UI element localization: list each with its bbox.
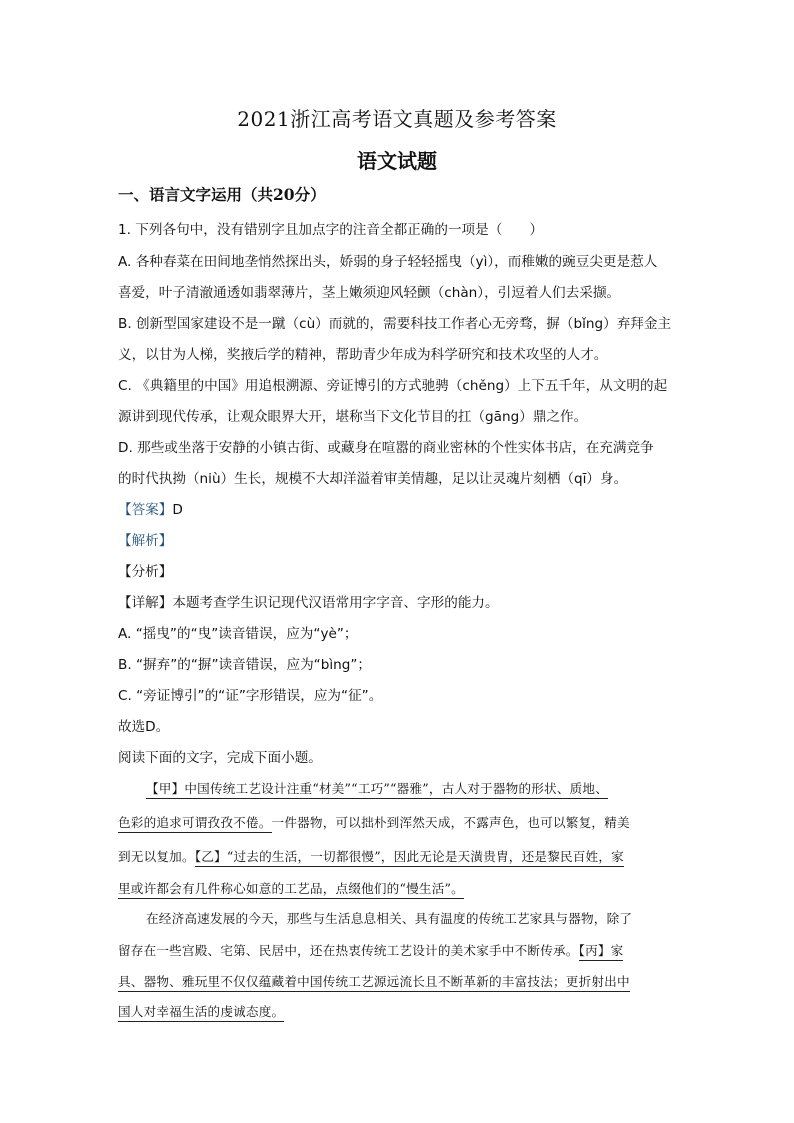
passage-p2-line-3-text: 具、器物、雅玩里不仅仅蕴藏着中国传统工艺源远流长且不断革新的丰富技法；更折射出中 bbox=[118, 974, 630, 992]
question-stem: 1. 下列各句中，没有错别字且加点字的注音全都正确的一项是（ ） bbox=[118, 222, 544, 238]
detail-tag: 【详解】 bbox=[118, 595, 173, 611]
passage-p2-line-1-text: 在经济高速发展的今天，那些与生活息息相关、具有温度的传统工艺家具与器物，除了 bbox=[146, 911, 633, 926]
passage-p1-line-1-text: 【甲】中国传统工艺设计注重“材美”“工巧”“器雅”，古人对于器物的形状、质地、 bbox=[146, 781, 608, 799]
option-d-line-1: D. 那些或坐落于安静的小镇古街、或藏身在喧嚣的商业密林的个性实体书店，在充满竞争 bbox=[118, 440, 654, 456]
passage-p1-line-2 bbox=[118, 812, 630, 831]
option-a-line-2: 喜爱，叶子清澈通透如翡翠薄片，茎上嫩须迎风轻颤（chàn），引逗着人们去采撷。 bbox=[118, 285, 621, 301]
passage-p2-line-4-text: 国人对幸福生活的虔诚态度。 bbox=[118, 1004, 284, 1022]
document-subtitle: 语文试题 bbox=[357, 149, 437, 173]
passage-p2-line-3 bbox=[118, 971, 630, 990]
passage-p2-line-1 bbox=[146, 908, 632, 927]
answer-line bbox=[118, 498, 183, 518]
analysis-tag: 【解析】 bbox=[118, 533, 173, 549]
passage-p1-line-3 bbox=[118, 846, 624, 865]
analysis-tag-line bbox=[118, 529, 172, 549]
conclusion: 故选D。 bbox=[118, 719, 170, 735]
detail-line bbox=[118, 591, 499, 611]
point-a: A. “摇曳”的“曳”读音错误，应为“yè”； bbox=[118, 626, 358, 642]
passage-p2-line-2-plain: 留存在一些宫殿、宅第、民居中，还在热衷传统工艺设计的美术家手中不断传承。 bbox=[118, 943, 579, 958]
passage-p1-line-2-underlined: 色彩的追求可谓孜孜不倦。 bbox=[118, 815, 272, 833]
option-b-line-1: B. 创新型国家建设不是一蹴（cù）而就的，需要科技工作者心无旁骛，摒（bǐng）弃拜金主 bbox=[118, 316, 672, 332]
option-c-line-2: 源讲到现代传承，让观众眼界大开，堪称当下文化节目的扛（gāng）鼎之作。 bbox=[118, 409, 588, 425]
detail-text: 本题考查学生识记现代汉语常用字字音、字形的能力。 bbox=[172, 595, 499, 611]
passage-p1-line-3-plain: 到无以复加。 bbox=[118, 849, 195, 864]
option-c-line-1: C. 《典籍里的中国》用追根溯源、旁证博引的方式驰骋（chěng）上下五千年，从文明的起 bbox=[118, 378, 668, 394]
passage-p2-line-4 bbox=[118, 1001, 284, 1020]
reading-intro: 阅读下面的文字，完成下面小题。 bbox=[118, 750, 322, 766]
passage-p1-line-4 bbox=[118, 878, 464, 897]
passage-p1-line-1 bbox=[146, 778, 608, 797]
point-b: B. “摒弃”的“摒”读音错误，应为“bìng”； bbox=[118, 657, 371, 673]
passage-p1-line-4-text: 里或许都会有几件称心如意的工艺品，点缀他们的“慢生活”。 bbox=[118, 881, 464, 899]
option-b-line-2: 义，以甘为人梯，奖掖后学的精神，帮助青少年成为科学研究和技术攻坚的人才。 bbox=[118, 347, 608, 363]
passage-p1-line-3-underlined: 【乙】“过去的生活，一切都很慢”，因此无论是天潢贵胄，还是黎民百姓，家 bbox=[195, 849, 624, 867]
passage-p2-line-2-underlined: 【丙】家 bbox=[579, 943, 624, 961]
fenxi-tag-line bbox=[118, 560, 172, 580]
answer-tag: 【答案】 bbox=[118, 502, 173, 518]
option-a-line-1: A. 各种春菜在田间地垄悄然探出头，娇弱的身子轻轻摇曳（yì），而稚嫩的豌豆尖更是惹人 bbox=[118, 254, 658, 270]
section-heading: 一、语言文字运用（共20分） bbox=[118, 185, 326, 204]
passage-p1-line-2-plain: 一件器物，可以拙朴到浑然天成，不露声色，也可以繁复，精美 bbox=[271, 815, 630, 830]
point-c: C. “旁证博引”的“证”字形错误，应为“征”。 bbox=[118, 688, 383, 704]
fenxi-tag: 【分析】 bbox=[118, 564, 173, 580]
option-d-line-2: 的时代执拗（niù）生长，规模不大却洋溢着审美情趣，足以让灵魂片刻栖（qī）身。 bbox=[118, 471, 628, 487]
answer-value: D bbox=[172, 502, 183, 518]
passage-p2-line-2 bbox=[118, 940, 623, 959]
document-title: 2021浙江高考语文真题及参考答案 bbox=[237, 107, 557, 131]
